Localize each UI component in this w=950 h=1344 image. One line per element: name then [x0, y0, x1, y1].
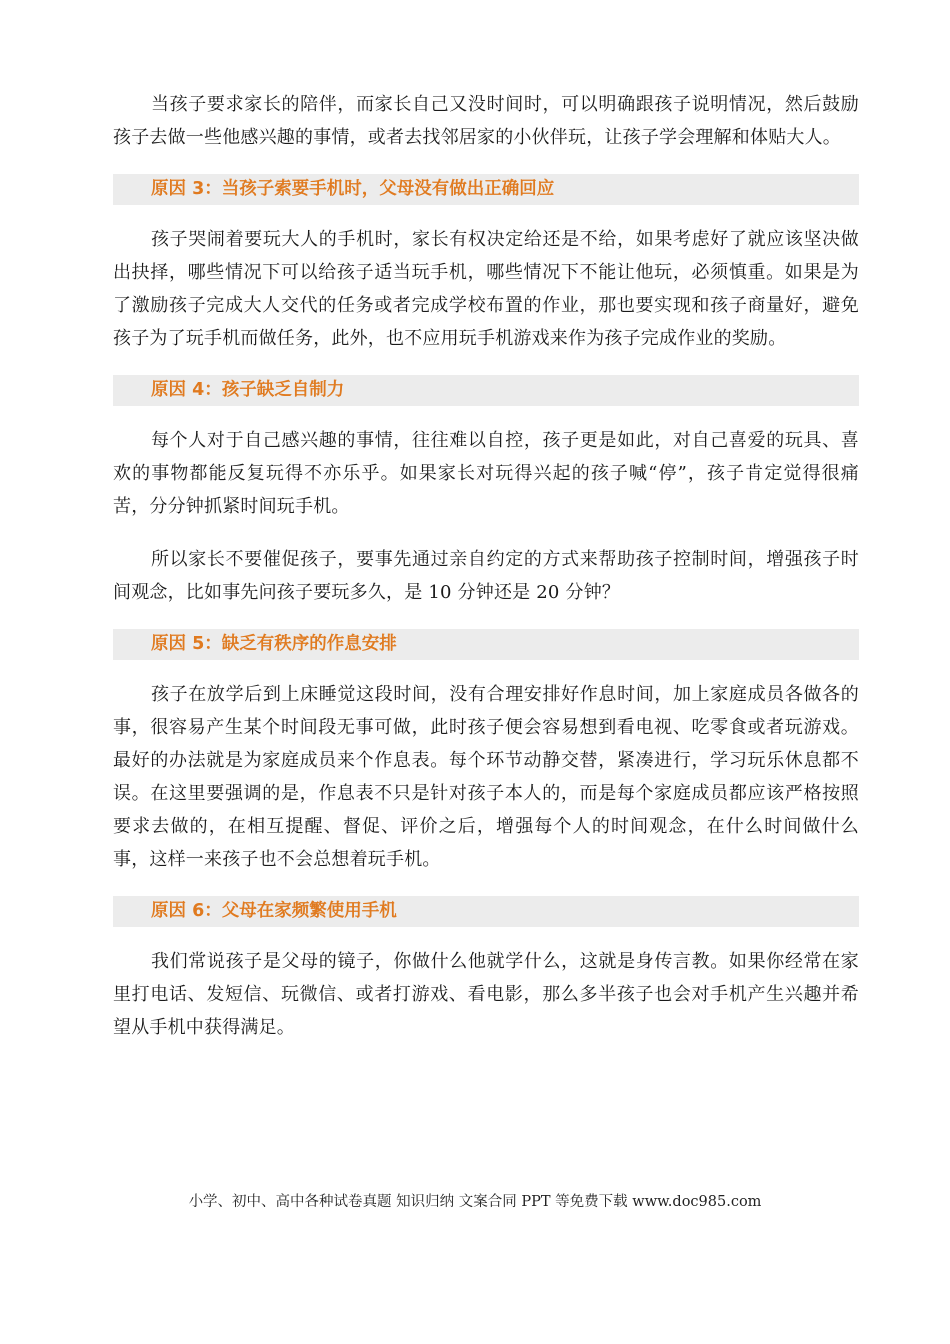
paragraph-2: 孩子哭闹着要玩大人的手机时，家长有权决定给还是不给，如果考虑好了就应该坚决做出抉择，哪些情况下可以给孩子适当玩手机，哪些情况下不能让他玩，必须慎重。如果是为了激励孩子完成大人交代的任务或者完成学校布置的作业，那也要实现和孩子商量好，避免孩子为了玩手机而做任务，此外，也不应用玩手机游戏来作为孩子完成作业的奖励。 [113, 229, 859, 349]
paragraph-4: 所以家长不要催促孩子，要事先通过亲自约定的方式来帮助孩子控制时间，增强孩子时间观念，比如事先问孩子要玩多久，是 10 分钟还是 20 分钟？ [113, 549, 859, 603]
paragraph-3: 每个人对于自己感兴趣的事情，往往难以自控，孩子更是如此，对自己喜爱的玩具、喜欢的事物都能反复玩得不亦乐乎。如果家长对玩得兴起的孩子喊“停”，孩子肯定觉得很痛苦，分分钟抓紧时间玩手机。 [113, 430, 859, 517]
paragraph-6: 我们常说孩子是父母的镜子，你做什么他就学什么，这就是身传言教。如果你经常在家里打电话、发短信、玩微信、或者打游戏、看电影，那么多半孩子也会对手机产生兴趣并希望从手机中获得满足。 [113, 951, 859, 1038]
paragraph-5: 孩子在放学后到上床睡觉这段时间，没有合理安排好作息时间，加上家庭成员各做各的事，很容易产生某个时间段无事可做，此时孩子便会容易想到看电视、吃零食或者玩游戏。最好的办法就是为家庭成员来个作息表。每个环节动静交替，紧凑进行，学习玩乐休息都不误。在这里要强调的是，作息表不只是针对孩子本人的，而是每个家庭成员都应该严格按照要求去做的，在相互提醒、督促、评价之后，增强每个人的时间观念，在什么时间做什么事，这样一来孩子也不会总想着玩手机。 [113, 684, 859, 870]
paragraph-1: 当孩子要求家长的陪伴，而家长自己又没时间时，可以明确跟孩子说明情况，然后鼓励孩子去做一些他感兴趣的事情，或者去找邻居家的小伙伴玩，让孩子学会理解和体贴大人。 [113, 94, 859, 148]
section-heading-reason-3: 原因 3：当孩子索要手机时，父母没有做出正确回应 [113, 174, 859, 205]
section-heading-reason-5: 原因 5：缺乏有秩序的作息安排 [113, 629, 859, 660]
document-body [113, 88, 859, 1044]
section-heading-reason-4: 原因 4：孩子缺乏自制力 [113, 375, 859, 406]
page-footer: 小学、初中、高中各种试卷真题 知识归纳 文案合同 PPT 等免费下载 www.doc985.com [188, 1194, 762, 1210]
section-heading-reason-6: 原因 6：父母在家频繁使用手机 [113, 896, 859, 927]
